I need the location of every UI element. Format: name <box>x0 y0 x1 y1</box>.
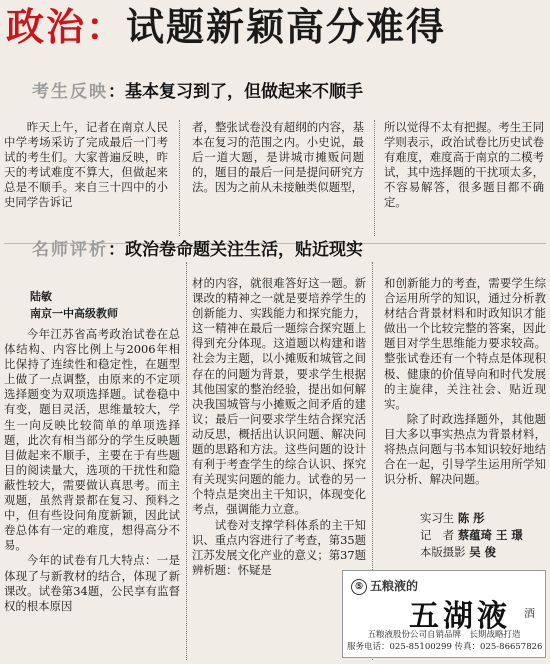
section1-column-3 <box>384 120 544 242</box>
section1-paragraph: 昨天上午，记者在南京人民中学考场采访了完成最后一门考试的考生们。大家普遍反映，昨天的考试难度不算大，但做起来总是不顺手。来自三十四中的小史同学告诉记 <box>4 120 168 210</box>
ad-brand-name: 五湖液 <box>409 599 511 634</box>
section2-paragraph: 和创新能力的考查，需要学生综合运用所学的知识，通过分析教材结合背景材料和时政知识才能做出一个比较完整的答案，因此题目对学生思维能力要求较高。整张试卷还有一个特点是体现积极、健康的价值导向和时代发展的主旋律，关注社会、贴近现实。 <box>384 276 546 411</box>
credit-line <box>420 527 523 543</box>
ad-tagline-text: 五粮液的 <box>370 579 419 593</box>
column-divider <box>186 262 187 660</box>
section1-title: ：基本复习到了，但做起来不顺手 <box>108 82 363 102</box>
author-title: 南京一中高级教师 <box>30 307 118 320</box>
section2-paragraph: 除了时政选择题外，其他题目大多以事实热点为背景材料，将热点问题与书本知识较好地结合在一起，引导学生运用所学知识分析、解决问题。 <box>384 411 546 487</box>
credit-line <box>420 510 485 526</box>
ad-contact-info <box>347 629 541 653</box>
section2-tag: 名师评析 <box>32 240 108 260</box>
section2-paragraph: 今年的试卷有几大特点：一是体现了与新教材的结合，体现了新课改。试卷第34题，公民享有监督权的根本原因 <box>4 553 180 613</box>
page-headline <box>6 4 546 50</box>
brand-seal-icon: ⑤ <box>351 579 367 595</box>
section2-column-1 <box>4 327 180 663</box>
ad-tagline <box>351 577 418 595</box>
author-name: 陆敏 <box>30 290 52 303</box>
section2-paragraph: 今年江苏省高考政治试卷在总体结构、内容比例上与2006年相比保持了连续性和稳定性，在题型上做了一点调整，由原来的不定项选择题变为双项选择题。试卷稳中有变，题目灵活，思维量较大，学生一向反映比较简单的单项选择题，此次有相当部分的学生反映题目做起来不顺手，主要在于有些题目的阅读量大，选项的干扰性和隐蔽性较大，需要做认真思考。而主观题，虽然背景都在复习、预料之中，但有些设问角度新颖，因此试卷总体有一定的难度，想得高分不易。 <box>4 327 180 553</box>
section1-paragraph: 所以觉得不太有把握。考生王同学则表示，政治试卷比历史试卷有难度，难度高于南京的二模考试，其中选择题的干扰项太多，不容易解答，很多题目都不确定。 <box>384 120 544 210</box>
headline-title: 试题新颖高分难得 <box>126 5 447 49</box>
credit-names: 吴 俊 <box>469 545 496 559</box>
credit-names: 蔡蕴琦 王 璟 <box>457 528 523 542</box>
headline-prefix: 政治： <box>6 5 127 49</box>
credit-label: 实习生 <box>420 511 455 525</box>
column-divider <box>374 120 375 236</box>
ad-info-line: 五粮液股份公司自销品牌 长期战略打造 <box>367 630 521 640</box>
ad-wine-label: 酒 <box>524 607 535 620</box>
section2-title: ：政治卷命题关注生活，贴近现实 <box>108 240 363 260</box>
section1-column-2 <box>192 120 364 242</box>
credit-label: 本版摄影 <box>420 545 466 559</box>
credit-names: 陈 彤 <box>457 511 485 525</box>
section2-subhead <box>32 238 363 262</box>
ad-info-line: 服务电话：025-85100299 传真：025-86657826 <box>347 642 543 652</box>
section2-paragraph: 材的内容，就很难答好这一题。新课改的精神之一就是要培养学生的创新能力、实践能力和探究能力，这一精神在最后一题综合探究题上得到充分体现。这道题以构建和谐社会为主题，以小摊贩和城管之间存在的问题为背景，要求学生根据其他国家的整治经验，提出如何解决我国城管与小摊贩之间矛盾的建议；最后一问要求学生结合探究活动反思，概括出认识问题、解决问题的思路和方法。这些问题的设计有利于考查学生的综合认识、探究有关现实问题的能力。试卷的另一个特点是突出主干知识，体现变化考点，强调能力立意。 <box>192 276 366 517</box>
section1-subhead <box>32 80 363 104</box>
credit-label: 记 者 <box>420 528 455 542</box>
section1-paragraph: 者，整张试卷没有超纲的内容，基本在复习的范围之内。小史说，最后一道大题，是讲城市摊贩问题的，题目的最后一问是提问研究方法。因为之前从未接触类似题型， <box>192 120 364 195</box>
section2-column-2 <box>192 276 366 663</box>
section2-paragraph: 试卷对支撑学科体系的主干知识、重点内容进行了考查，第35题江苏发展文化产业的意义；第37题辨析题：怀疑是 <box>192 517 366 577</box>
column-divider <box>179 120 180 236</box>
section1-tag: 考生反映 <box>32 82 108 102</box>
advertisement <box>342 570 546 658</box>
section1-column-1 <box>4 120 168 242</box>
section2-column-3 <box>384 276 546 508</box>
credit-line <box>420 544 496 560</box>
